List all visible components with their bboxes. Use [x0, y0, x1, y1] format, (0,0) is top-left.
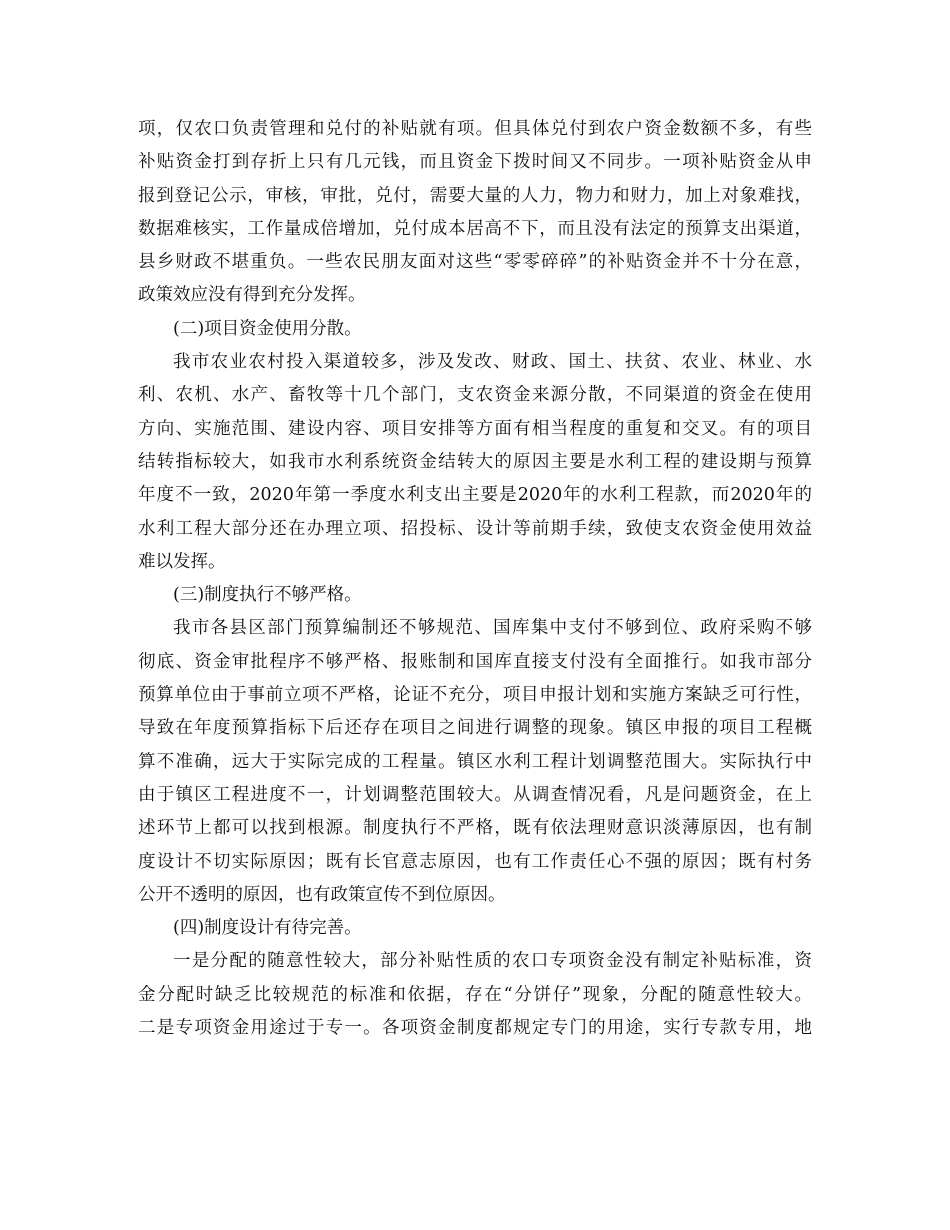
- text-line: 度设计不切实际原因；既有长官意志原因，也有工作责任心不强的原因；既有村务: [138, 851, 812, 872]
- text-line: 金分配时缺乏比较规范的标准和依据，存在“分饼仔”现象，分配的随意性较大。: [138, 984, 812, 1005]
- text-line: 结转指标较大，如我市水利系统资金结转大的原因主要是水利工程的建设期与预算: [138, 451, 812, 472]
- text-line: 利、农机、水产、畜牧等十几个部门，支农资金来源分散，不同渠道的资金在使用: [138, 385, 812, 406]
- text-line: 导致在年度预算指标下后还存在项目之间进行调整的现象。镇区申报的项目工程概: [138, 718, 812, 739]
- text-line: 报到登记公示，审核，审批，兑付，需要大量的人力，物力和财力，加上对象难找，: [138, 185, 812, 206]
- document-body: [138, 113, 812, 1045]
- text-line: 公开不透明的原因，也有政策宣传不到位原因。: [138, 884, 506, 905]
- text-line: (三)制度执行不够严格。: [173, 585, 362, 606]
- text-line: 政策效应没有得到充分发挥。: [138, 285, 366, 306]
- text-line: 年度不一致，2020年第一季度水利支出主要是2020年的水利工程款，而2020年的: [138, 485, 812, 506]
- text-line: 我市农业农村投入渠道较多，涉及发改、财政、国土、扶贫、农业、林业、水: [173, 352, 812, 373]
- text-line: 预算单位由于事前立项不严格，论证不充分，项目申报计划和实施方案缺乏可行性，: [138, 685, 812, 706]
- text-line: 数据难核实，工作量成倍增加，兑付成本居高不下，而且没有法定的预算支出渠道，: [138, 218, 812, 239]
- text-line: 算不准确，远大于实际完成的工程量。镇区水利工程计划调整范围大。实际执行中: [138, 751, 812, 772]
- text-line: 难以发挥。: [138, 551, 226, 572]
- text-line: 述环节上都可以找到根源。制度执行不严格，既有依法理财意识淡薄原因，也有制: [138, 818, 812, 839]
- text-line: 方向、实施范围、建设内容、项目安排等方面有相当程度的重复和交叉。有的项目: [138, 418, 812, 439]
- text-line: 县乡财政不堪重负。一些农民朋友面对这些“零零碎碎”的补贴资金并不十分在意，: [138, 252, 812, 273]
- text-line: 补贴资金打到存折上只有几元钱，而且资金下拨时间又不同步。一项补贴资金从申: [138, 152, 812, 173]
- text-line: 一是分配的随意性较大，部分补贴性质的农口专项资金没有制定补贴标准，资: [173, 951, 812, 972]
- text-line: 项，仅农口负责管理和兑付的补贴就有项。但具体兑付到农户资金数额不多，有些: [138, 119, 812, 139]
- text-line: 彻底、资金审批程序不够严格、报账制和国库直接支付没有全面推行。如我市部分: [138, 651, 812, 672]
- text-line: (二)项目资金使用分散。: [173, 318, 362, 339]
- text-line: 由于镇区工程进度不一，计划调整范围较大。从调查情况看，凡是问题资金，在上: [138, 784, 812, 805]
- text-line: 二是专项资金用途过于专一。各项资金制度都规定专门的用途，实行专款专用，地: [138, 1018, 812, 1039]
- text-line: 水利工程大部分还在办理立项、招投标、设计等前期手续，致使支农资金使用效益: [138, 518, 812, 539]
- text-line: (四)制度设计有待完善。: [173, 918, 362, 939]
- text-line: 我市各县区部门预算编制还不够规范、国库集中支付不够到位、政府采购不够: [173, 618, 812, 639]
